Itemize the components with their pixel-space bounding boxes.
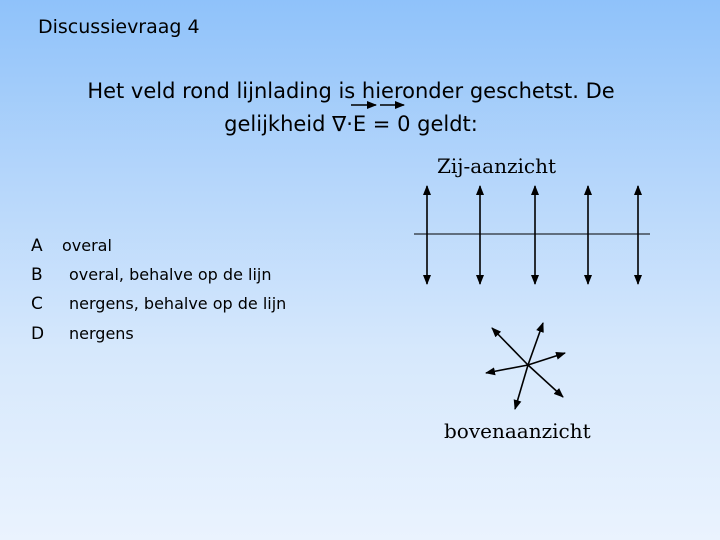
option-b-text: overal, behalve op de lijn <box>69 265 272 284</box>
question-text-line-2: gelijkheid ∇·E = 0 geldt: <box>224 112 478 136</box>
top-view-field-lines <box>486 323 565 409</box>
radial-field-line <box>528 365 563 397</box>
radial-field-line <box>486 365 528 373</box>
option-d-text: nergens <box>69 324 134 343</box>
radial-field-line <box>528 353 565 365</box>
side-view-field-lines <box>427 186 638 284</box>
radial-field-line <box>528 323 543 365</box>
question-text-line-1: Het veld rond lijnlading is hieronder geschetst. De <box>87 79 615 103</box>
radial-field-line <box>492 328 528 365</box>
option-b-letter: B <box>31 265 43 285</box>
slide-title: Discussievraag 4 <box>38 16 200 38</box>
radial-field-line <box>515 365 528 409</box>
top-view-caption: bovenaanzicht <box>444 419 591 443</box>
option-a-letter: A <box>31 236 43 256</box>
option-a-text: overal <box>62 236 112 255</box>
side-view-caption: Zij-aanzicht <box>437 154 557 178</box>
option-c-text: nergens, behalve op de lijn <box>69 294 287 313</box>
option-c-letter: C <box>31 294 43 314</box>
option-d-letter: D <box>31 324 45 344</box>
